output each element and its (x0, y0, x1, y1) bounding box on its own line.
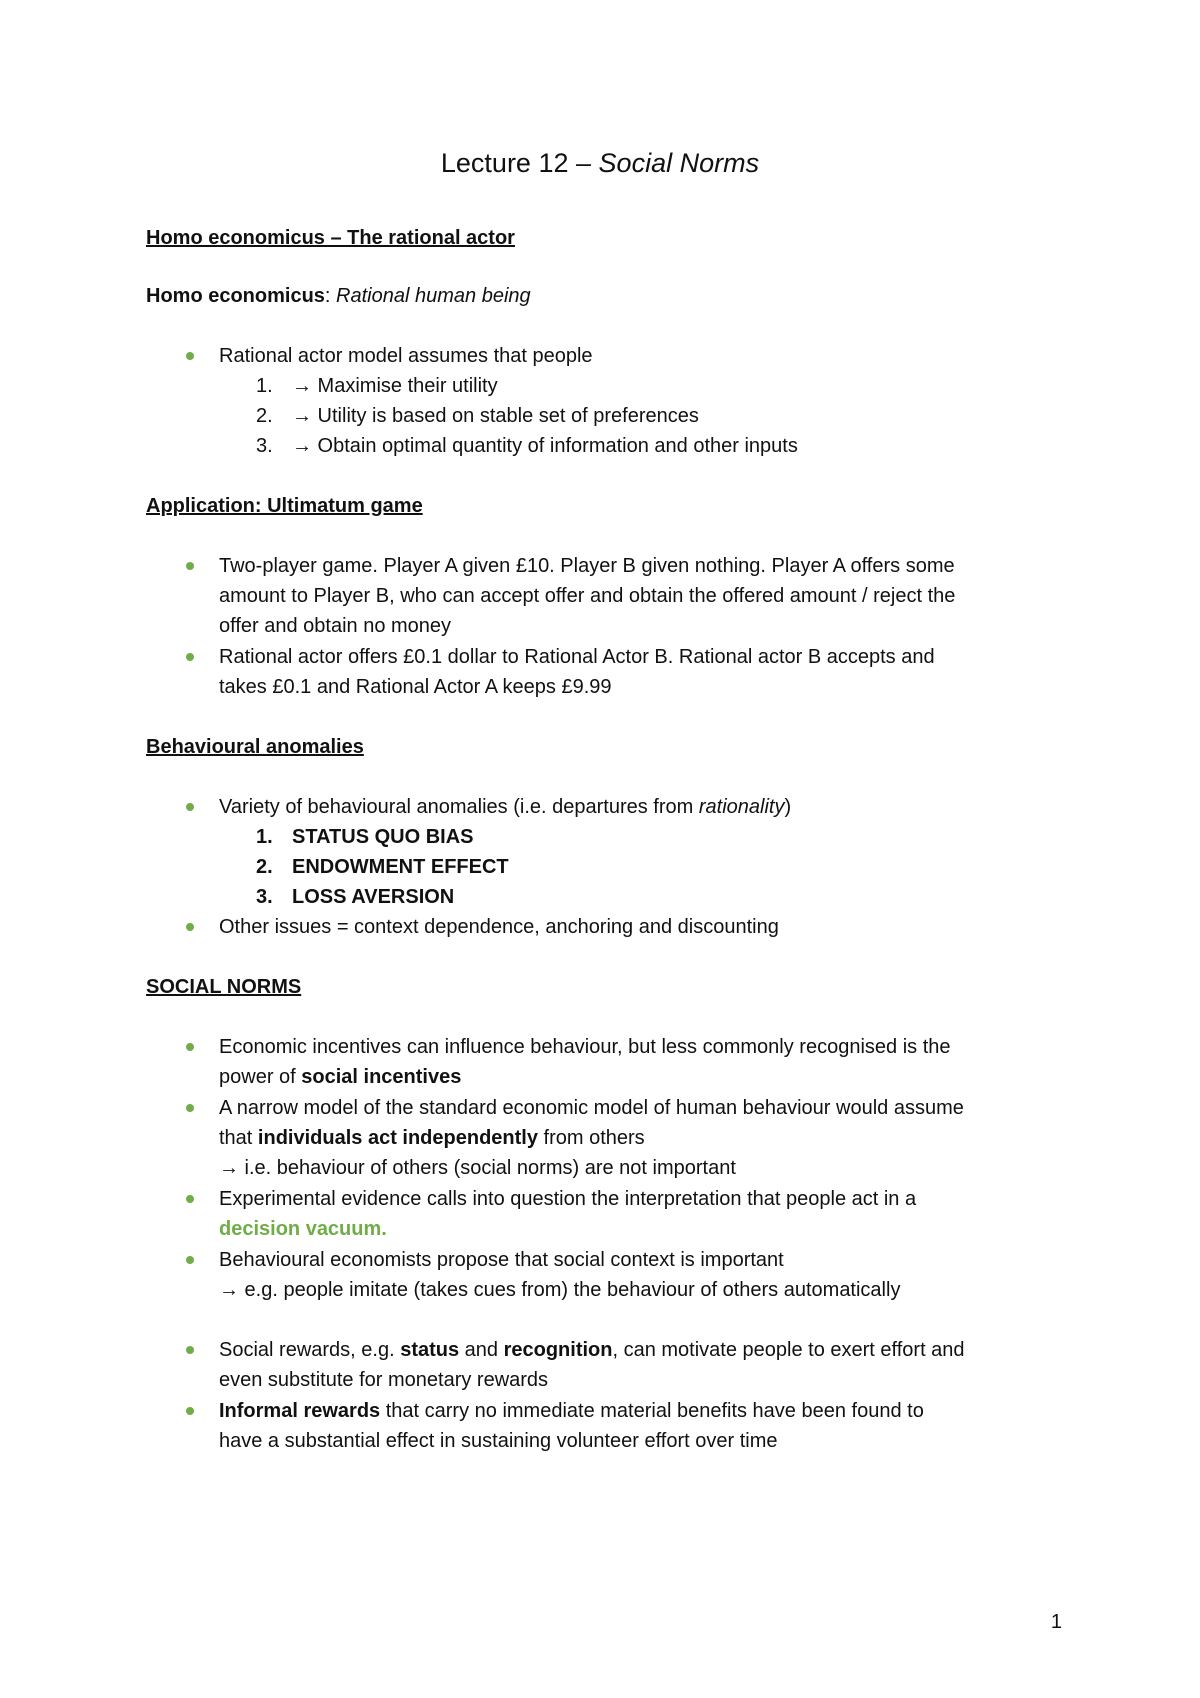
bullet-icon (186, 923, 194, 931)
highlight-decision-vacuum: decision vacuum. (219, 1218, 387, 1240)
list-item: → Maximise their utility (292, 375, 498, 397)
bullet-text: even substitute for monetary rewards (219, 1369, 549, 1391)
bullet-text: amount to Player B, who can accept offer and obtain the offered amount / reject the (219, 585, 956, 607)
list-number: 2. (256, 856, 273, 878)
bullet-icon (186, 1346, 194, 1354)
list-item: STATUS QUO BIAS (292, 826, 474, 848)
bullet-icon (186, 562, 194, 570)
bullet-text: Rational actor offers £0.1 dollar to Rational Actor B. Rational actor B accepts and (219, 646, 935, 668)
section-heading-social-norms: SOCIAL NORMS (146, 976, 302, 998)
definition-homo-economicus: Homo economicus: Rational human being (146, 285, 531, 307)
bullet-text: Other issues = context dependence, anchoring and discounting (219, 916, 779, 938)
bullet-icon (186, 352, 194, 360)
bullet-text: offer and obtain no money (219, 615, 452, 637)
bullet-text: Experimental evidence calls into question the interpretation that people act in a (219, 1188, 917, 1210)
page-title (0, 148, 1200, 179)
section-heading-behavioural-anomalies: Behavioural anomalies (146, 736, 364, 758)
bullet-text: A narrow model of the standard economic model of human behaviour would assume (219, 1097, 964, 1119)
bullet-icon (186, 1043, 194, 1051)
bullet-icon (186, 653, 194, 661)
bullet-text: Variety of behavioural anomalies (i.e. departures from rationality) (219, 796, 792, 818)
bullet-text: → i.e. behaviour of others (social norms) are not important (219, 1157, 736, 1179)
list-item: ENDOWMENT EFFECT (292, 856, 509, 878)
bullet-icon (186, 1407, 194, 1415)
bullet-text: → e.g. people imitate (takes cues from) the behaviour of others automatically (219, 1279, 901, 1301)
title-subtitle: Social Norms (598, 148, 760, 178)
bullet-text: Informal rewards that carry no immediate material benefits have been found to (219, 1400, 924, 1422)
page-number: 1 (1050, 1611, 1062, 1633)
bullet-icon (186, 1195, 194, 1203)
bullet-text: takes £0.1 and Rational Actor A keeps £9.99 (219, 676, 612, 698)
list-number: 1. (256, 375, 273, 397)
list-item: → Utility is based on stable set of preferences (292, 405, 699, 427)
list-item: → Obtain optimal quantity of information and other inputs (292, 435, 798, 457)
list-number: 3. (256, 435, 273, 457)
list-item: LOSS AVERSION (292, 886, 455, 908)
list-number: 1. (256, 826, 273, 848)
list-number: 3. (256, 886, 273, 908)
section-heading-ultimatum-game: Application: Ultimatum game (146, 495, 423, 517)
title-separator: – (576, 148, 592, 178)
section-heading-homo-economicus: Homo economicus – The rational actor (146, 227, 515, 249)
list-number: 2. (256, 405, 273, 427)
bullet-text: power of social incentives (219, 1066, 462, 1088)
bullet-text: have a substantial effect in sustaining volunteer effort over time (219, 1430, 778, 1452)
bullet-text: Behavioural economists propose that social context is important (219, 1249, 784, 1271)
bullet-text: that individuals act independently from others (219, 1127, 645, 1149)
bullet-icon (186, 803, 194, 811)
title-main: Lecture 12 (440, 148, 569, 178)
bullet-text: Social rewards, e.g. status and recognition, can motivate people to exert effort and (219, 1339, 965, 1361)
bullet-icon (186, 1256, 194, 1264)
bullet-text: Two-player game. Player A given £10. Player B given nothing. Player A offers some (219, 555, 955, 577)
bullet-icon (186, 1104, 194, 1112)
bullet-text: Rational actor model assumes that people (219, 345, 593, 367)
bullet-text: Economic incentives can influence behaviour, but less commonly recognised is the (219, 1036, 951, 1058)
